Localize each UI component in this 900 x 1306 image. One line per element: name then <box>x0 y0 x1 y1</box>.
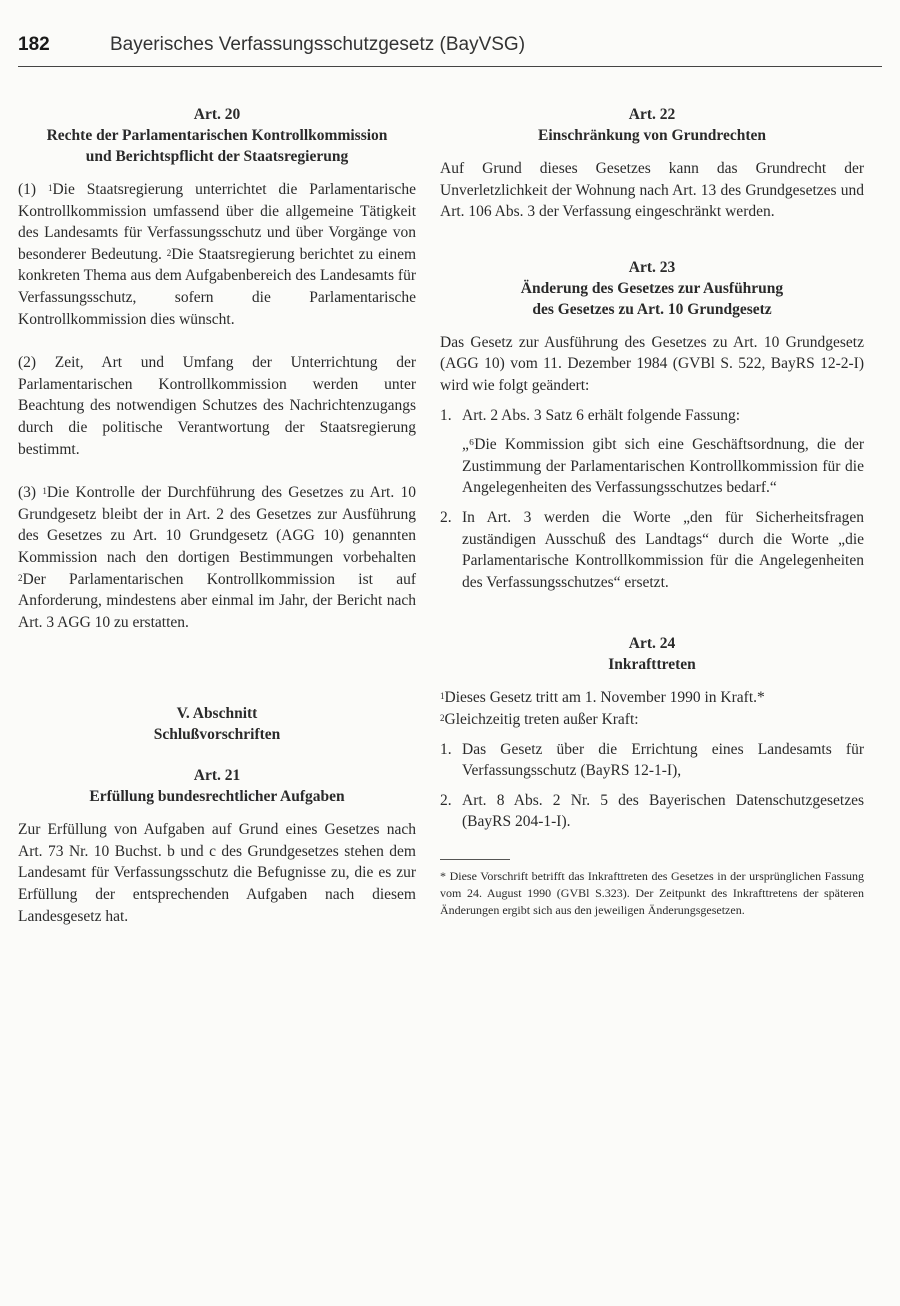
list-text: Das Gesetz über die Errichtung eines Landesamts für Verfassungsschutz (BayRS 12-1-I), <box>462 740 864 780</box>
list-marker: 2. <box>440 791 452 809</box>
list-marker: 1. <box>440 740 452 758</box>
art24-number: Art. 24 <box>628 635 676 653</box>
sentence-number: 2 <box>440 712 445 723</box>
sentence-number: 1 <box>47 183 53 193</box>
art20-number: Art. 20 <box>193 106 241 123</box>
art21-body: Zur Erfüllung von Aufgaben auf Grund eines Gesetzes nach Art. 73 Nr. 10 Buchst. b und c des Grundgesetzes stehen dem Landesamt für Verfassungsschutz die Befugnisse zu, die es zur Erfüllung der entsprechenden Aufgaben nach diesem Landesgesetz hat. <box>18 821 416 925</box>
list-marker: 1. <box>440 406 452 424</box>
sentence-text: Die Kontrolle der Durchführung des Gesetzes zu Art. 10 Grundgesetz bleibt der in Art. 2 des Gesetzes zur Ausführung des Gesetzes zu Art. 10 Grundgesetz (AGG 10) genannten Kommission nach den dortigen Bestimmungen vorbehalten <box>18 484 416 566</box>
list-item <box>440 507 864 593</box>
art20-title-line2: und Berichtspflicht der Staatsregierung <box>85 148 349 165</box>
art20-paragraph-1 <box>18 179 416 330</box>
art20-title-line1: Rechte der Parlamentarischen Kontrollkommission <box>46 127 388 144</box>
art22-title: Einschränkung von Grundrechten <box>538 127 766 144</box>
footnote: * Diese Vorschrift betrifft das Inkrafttreten des Gesetzes in der ursprünglichen Fassung vom 24. August 1990 (GVBl S.323). Der Zeitpunkt des Inkrafttretens der späteren Änderungen ergibt sich aus den jeweiligen Änderungsgesetzen. <box>440 868 864 917</box>
sentence-text: Die Staatsregierung berichtet zu einem konkreten Thema aus dem Aufgabenbereich des Landesamts für Verfassungsschutz, sofern die Parlamentarische Kontrollkommission dies wünscht. <box>18 245 417 328</box>
art20-paragraph-3 <box>18 482 416 633</box>
right-column <box>440 104 864 919</box>
left-column <box>18 104 416 953</box>
art21-title: Erfüllung bundesrechtlicher Aufgaben <box>89 788 345 806</box>
page-header <box>18 34 882 68</box>
article-23 <box>440 257 864 594</box>
article-20 <box>18 104 416 633</box>
list-marker: 2. <box>440 508 452 526</box>
footnote-rule <box>440 859 510 860</box>
art24-title: Inkrafttreten <box>608 656 696 674</box>
list-item <box>440 405 864 427</box>
art21-number: Art. 21 <box>193 767 241 785</box>
article-24 <box>440 633 864 833</box>
running-title: Bayerisches Verfassungsschutzgesetz (BayVSG) <box>110 34 526 55</box>
art24-sentence-2 <box>440 709 864 731</box>
paragraph-marker: (3) <box>18 484 43 502</box>
sentence-text: Die Staatsregierung unterrichtet die Parlamentarische Kontrollkommission umfassend über die allgemeine Tätigkeit des Landesamts für Verfassungsschutz und über Vorgänge von besonderer Bedeutung. <box>18 181 416 263</box>
art22-body: Auf Grund dieses Gesetzes kann das Grundrecht der Unverletzlichkeit der Wohnung nach Art. 13 des Grundgesetzes und Art. 106 Abs. 3 der Verfassung eingeschränkt werden. <box>440 160 864 221</box>
paragraph-marker: (1) <box>18 181 48 198</box>
art23-body: Das Gesetz zur Ausführung des Gesetzes zu Art. 10 Grundgesetz (AGG 10) vom 11. Dezember 1984 (GVBl S. 522, BayRS 12-2-I) wird wie folgt geändert: <box>440 333 864 394</box>
list-text: Art. 8 Abs. 2 Nr. 5 des Bayerischen Datenschutzgesetzes (BayRS 204-1-I). <box>462 791 864 831</box>
art20-paragraph-2: (2) Zeit, Art und Umfang der Unterrichtung der Parlamentarischen Kontrollkommission werden unter Beachtung des notwendigen Schutzes des Nachrichtenzugangs durch die politische Verantwortung der Staatsregierung bestimmt. <box>18 354 416 458</box>
list-text: In Art. 3 werden die Worte „den für Sicherheitsfragen zuständigen Ausschuß des Landtags“ durch die Worte „die Parlamentarische Kontrollkommission für die Angelegenheiten des Verfassungsschutzes“ ersetzt. <box>462 508 864 591</box>
sentence-text: Der Parlamentarischen Kontrollkommission ist auf Anforderung, mindestens aber einmal im Jahr, der Bericht nach Art. 3 AGG 10 zu erstatten. <box>18 570 416 631</box>
sentence-number: 1 <box>440 691 445 702</box>
sentence-text: Gleichzeitig treten außer Kraft: <box>444 710 639 728</box>
article-21 <box>18 765 416 927</box>
art24-sentence-1 <box>440 687 864 709</box>
header-rule <box>18 66 882 67</box>
list-item <box>440 790 864 833</box>
art23-quote: „⁶Die Kommission gibt sich eine Geschäftsordnung, die der Zustimmung der Parlamentarischen Kontrollkommission für die Angelegenheiten des Verfassungsschutzes bedarf.“ <box>462 436 864 497</box>
art23-title-line2: des Gesetzes zu Art. 10 Grundgesetz <box>532 300 772 318</box>
art23-title-line1: Änderung des Gesetzes zur Ausführung <box>520 279 784 297</box>
sentence-number: 2 <box>18 572 23 583</box>
list-text: Art. 2 Abs. 3 Satz 6 erhält folgende Fassung: <box>462 406 741 424</box>
sentence-number: 1 <box>42 486 47 497</box>
list-item <box>440 739 864 782</box>
sentence-text: Dieses Gesetz tritt am 1. November 1990 in Kraft.* <box>444 689 765 707</box>
art23-number: Art. 23 <box>628 258 676 276</box>
article-22 <box>440 104 864 223</box>
art23-list-2 <box>440 507 864 593</box>
section-number: V. Abschnitt <box>176 705 258 723</box>
section-title: Schlußvorschriften <box>153 726 281 744</box>
page-number: 182 <box>18 34 50 55</box>
sentence-number: 2 <box>166 247 172 258</box>
art22-number: Art. 22 <box>628 106 676 123</box>
art23-list <box>440 405 864 427</box>
art24-list <box>440 739 864 833</box>
